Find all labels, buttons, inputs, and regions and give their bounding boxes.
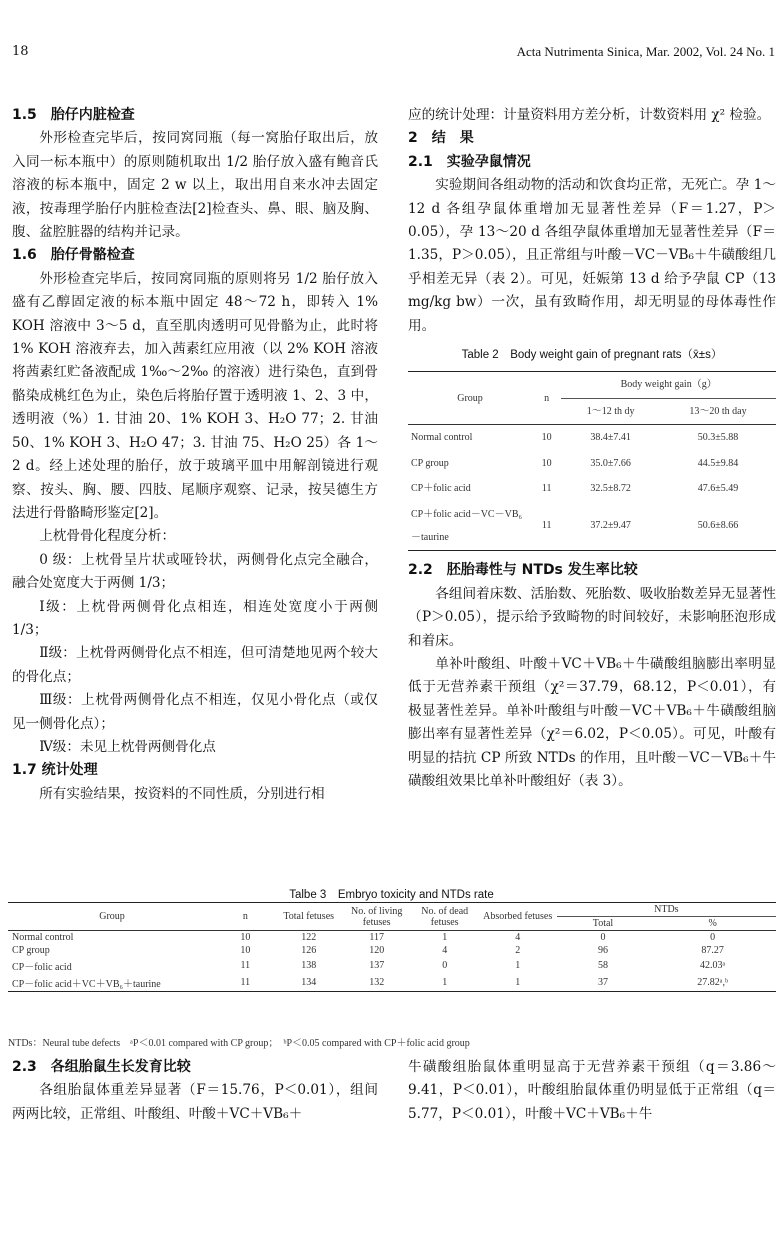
right-column bbox=[408, 104, 776, 793]
t3-header-group: Group bbox=[8, 903, 216, 931]
t3-cell: CP－folic acid bbox=[12, 962, 72, 973]
t3-cell: 1 bbox=[411, 974, 479, 992]
t2-header-n: n bbox=[532, 372, 561, 425]
table-row bbox=[8, 957, 776, 974]
t3-header-absorbed: Absorbed fetuses bbox=[479, 903, 557, 931]
section-1-6-paragraph: 外形检查完毕后，按同窝同瓶的原则将另 1/2 胎仔放入盛有乙醇固定液的标本瓶中固定 48～72 h，即转入 1% KOH 溶液中 3～5 d，直至肌肉透明可见骨骼为止，此时将 1% KOH 溶液弃去，加入茜素红应用液（以 2% KOH 溶液将茜素红贮备液配成 1‰～2‰ 的溶液）进行染色，直到骨骼染成桃红色为止，染色后将胎仔置于透明液 1、2、3 中，透明液（%）1. 甘油 20、1% KOH 3、H₂O 77；2. 甘油 50、1% KOH 3、H₂O 47；3. 甘油 75、H₂O 25）各 1～2 d。经上述处理的胎仔，放于玻璃平皿中用解剖镜进行观察、按头、胸、腰、四肢、尾顺序观察、记录，按吴德生方法进行骨骼畸形鉴定[2]。 bbox=[12, 270, 378, 521]
section-1-5-paragraph: 外形检查完毕后，按同窝同瓶（每一窝胎仔取出后，放入同一标本瓶中）的原则随机取出 1/2 胎仔放入盛有鲍音氏溶液的标本瓶中，固定 2 w 以上，取出用自来水冲去固定液，按毒理学胎仔内脏检查法[2]检查头、鼻、眼、脑及胸、腹、盆腔脏器的结构并记录。 bbox=[12, 130, 378, 241]
table-3-caption: Talbe 3 Embryo toxicity and NTDs rate bbox=[289, 889, 494, 901]
section-2-2-heading: 2.2 胚胎毒性与 NTDs 发生率比较 bbox=[408, 562, 638, 579]
occipital-intro: 上枕骨骨化程度分析： bbox=[39, 528, 176, 545]
section-1-5-heading: 1.5 胎仔内脏检查 bbox=[12, 107, 135, 123]
grade-0: 0 级：上枕骨呈片状或哑铃状，两侧骨化点完全融合，融合处宽度大于两侧 1/3； bbox=[12, 551, 378, 592]
t2-cell: 44.5±9.84 bbox=[697, 457, 739, 469]
t3-header-ntds: NTDs bbox=[557, 903, 776, 917]
t2-header-day1: 1～12 th dy bbox=[561, 398, 660, 424]
section-2-2-paragraph-2: 单补叶酸组、叶酸＋VC＋VB₆＋牛磺酸组脑膨出率明显低于无营养素干预组（χ²＝37.79，68.12，P＜0.01），有极显著性差异。单补叶酸组与叶酸－VC＋VB₆＋牛磺酸组脑膨出率有显著性差异（χ²＝6.02，P＜0.05）。可见，叶酸有明显的拮抗 CP 所致 NTDs 的作用，且叶酸－VC－VB₆＋牛磺酸组效果比单补叶酸组好（表 3）。 bbox=[408, 655, 776, 789]
t3-cell: 11 bbox=[216, 974, 275, 992]
grade-3: Ⅲ级：上枕骨两侧骨化点不相连，仅见小骨化点（或仅见一侧骨化点）； bbox=[12, 692, 378, 732]
t3-cell: 37 bbox=[557, 974, 650, 992]
t2-cell: 35.0±7.66 bbox=[590, 457, 631, 469]
t3-cell: CP－folic acid＋VC＋VB₆＋taurine bbox=[8, 974, 216, 992]
section-1-6-heading: 1.6 胎仔骨骼检查 bbox=[12, 247, 135, 264]
t3-cell: 10 bbox=[240, 932, 251, 943]
journal-header: Acta Nutrimenta Sinica, Mar. 2002, Vol. 24 No. 1 bbox=[516, 44, 775, 59]
t3-cell: 11 bbox=[240, 960, 251, 971]
t2-cell: Normal control bbox=[411, 432, 473, 444]
t2-cell: 11 bbox=[532, 502, 561, 551]
t3-cell: 138 bbox=[301, 960, 317, 971]
table-2 bbox=[408, 371, 776, 551]
page-number: 18 bbox=[12, 44, 29, 59]
section-2-2-paragraph-1: 各组间着床数、活胎数、死胎数、吸收胎数差异无显著性（P＞0.05），提示给予致畸物的时间较好，未影响胚泡形成和着床。 bbox=[408, 585, 776, 649]
t3-cell: 0 bbox=[710, 932, 716, 943]
t3-cell: 0 bbox=[600, 932, 606, 943]
t3-cell: 42.03ᵃ bbox=[700, 960, 726, 971]
t2-header-group: Group bbox=[408, 372, 532, 425]
table-2-caption: Table 2 Body weight gain of pregnant rats（x̄±s） bbox=[461, 349, 723, 362]
t2-header-gain: Body weight gain（g） bbox=[561, 372, 776, 398]
stats-continuation: 应的统计处理：计量资料用方差分析，计数资料用 χ² 检验。 bbox=[408, 107, 771, 123]
section-1-7-heading: 1.7 统计处理 bbox=[12, 762, 98, 779]
t3-cell: 10 bbox=[240, 945, 251, 956]
grade-4: Ⅳ级：未见上枕骨两侧骨化点 bbox=[39, 738, 216, 755]
t3-header-dead: No. of dead fetuses bbox=[411, 903, 479, 931]
t3-cell: 117 bbox=[369, 932, 384, 943]
table-row bbox=[408, 502, 776, 551]
t3-cell: 126 bbox=[301, 945, 317, 956]
t3-cell: 58 bbox=[598, 960, 608, 971]
table-row bbox=[408, 476, 776, 501]
t3-cell: 120 bbox=[369, 945, 385, 956]
left-column bbox=[12, 104, 378, 806]
table-row bbox=[408, 451, 776, 476]
table-row bbox=[8, 974, 776, 992]
t2-cell: 50.6±8.66 bbox=[660, 502, 776, 551]
section-2-1-paragraph: 实验期间各组动物的活动和饮食均正常，无死亡。孕 1～12 d 各组孕鼠体重增加无显著性差异（F＝1.27，P＞0.05），孕 13～20 d 各组孕鼠体重增加无显著性差异（F＝1.35，P＞0.05），且正常组与叶酸－VC－VB₆＋牛磺酸组几乎相差无异（表 2）。可见，妊娠第 13 d 给予孕鼠 CP（13 mg/kg bw）一次，虽有致畸作用，却无明显的母体毒性作用。 bbox=[408, 177, 776, 334]
section-2-1-heading: 2.1 实验孕鼠情况 bbox=[408, 153, 531, 170]
t2-cell: 10 bbox=[541, 432, 552, 444]
t3-cell: 137 bbox=[369, 960, 385, 971]
t2-cell: 10 bbox=[541, 457, 552, 469]
t3-cell: 4 bbox=[442, 945, 448, 956]
t3-header-ntds-pct: % bbox=[649, 917, 776, 931]
table-row bbox=[8, 944, 776, 957]
section-2-3-heading: 2.3 各组胎鼠生长发育比较 bbox=[12, 1059, 191, 1075]
t2-cell: 32.5±8.72 bbox=[590, 483, 631, 495]
t2-cell: CP＋folic acid－VC－VB₆－taurine bbox=[408, 502, 532, 551]
t3-cell: 0 bbox=[442, 960, 448, 971]
table-3-footnote: NTDs：Neural tube defects ᵃP＜0.01 compared with CP group； ᵇP＜0.05 compared with CP＋folic acid group bbox=[8, 1038, 470, 1049]
t2-cell: 11 bbox=[541, 483, 552, 495]
section-2-3-paragraph: 各组胎鼠体重差异显著（F＝15.76，P＜0.01），组间两两比较，正常组、叶酸组、叶酸＋VC＋VB₆＋ bbox=[12, 1082, 378, 1122]
t2-header-day2: 13～20 th day bbox=[660, 398, 776, 424]
t2-cell: 38.4±7.41 bbox=[590, 432, 631, 444]
section-2-heading: 2 结 果 bbox=[408, 130, 474, 147]
bottom-right-column bbox=[408, 1056, 776, 1126]
grade-1: Ⅰ级：上枕骨两侧骨化点相连，相连处宽度小于两侧 1/3； bbox=[12, 598, 378, 638]
t3-cell: 122 bbox=[301, 932, 317, 943]
bottom-left-column bbox=[12, 1056, 378, 1126]
t3-cell: 1 bbox=[442, 932, 448, 943]
t3-cell: 4 bbox=[515, 932, 521, 943]
table-3 bbox=[8, 902, 776, 992]
t2-cell: 50.3±5.88 bbox=[697, 432, 739, 444]
t3-cell: 2 bbox=[515, 945, 521, 956]
t2-cell: CP＋folic acid bbox=[411, 483, 471, 495]
t3-cell: 27.82ᵃ,ᵇ bbox=[649, 974, 776, 992]
t3-header-living: No. of living fetuses bbox=[343, 903, 411, 931]
t3-header-n: n bbox=[216, 903, 275, 931]
t2-cell: 37.2±9.47 bbox=[561, 502, 660, 551]
t3-header-ntds-total: Total bbox=[557, 917, 650, 931]
t3-cell: 87.27 bbox=[701, 945, 724, 956]
t2-cell: 47.6±5.49 bbox=[697, 483, 739, 495]
table-row bbox=[408, 425, 776, 451]
t3-cell: CP group bbox=[12, 945, 50, 956]
t3-cell: Normal control bbox=[12, 932, 74, 943]
table-row bbox=[8, 931, 776, 945]
t3-cell: 1 bbox=[515, 960, 521, 971]
section-2-3-continuation: 牛磺酸组胎鼠体重明显高于无营养素干预组（q＝3.86～9.41，P＜0.01），叶酸组胎鼠体重仍明显低于正常组（q＝5.77，P＜0.01），叶酸＋VC＋VB₆＋牛 bbox=[408, 1059, 776, 1122]
t3-cell: 132 bbox=[343, 974, 411, 992]
t3-cell: 96 bbox=[598, 945, 608, 956]
t2-cell: CP group bbox=[411, 457, 449, 469]
t3-cell: 134 bbox=[275, 974, 343, 992]
t3-cell: 1 bbox=[479, 974, 557, 992]
section-1-7-paragraph: 所有实验结果，按资料的不同性质，分别进行相 bbox=[39, 785, 325, 802]
t3-header-total: Total fetuses bbox=[275, 903, 343, 931]
grade-2: Ⅱ级：上枕骨两侧骨化点不相连，但可清楚地见两个较大的骨化点； bbox=[12, 645, 378, 685]
